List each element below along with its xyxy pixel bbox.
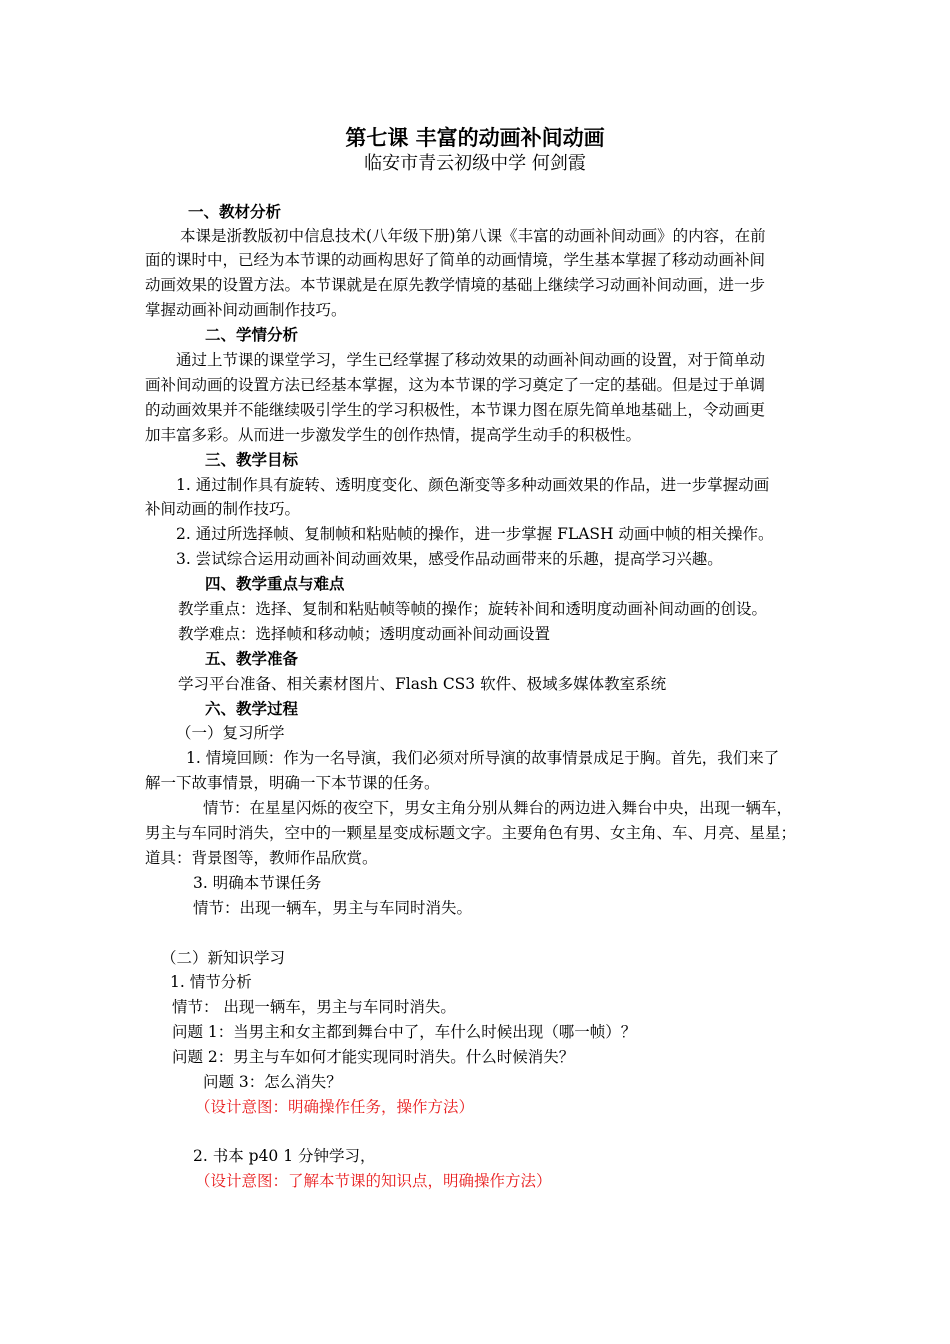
design-intent-note: （设计意图：了解本节课的知识点，明确操作方法）	[195, 1172, 552, 1190]
section-heading-process: 六、教学过程	[205, 699, 299, 718]
paragraph-line: 男主与车同时消失，空中的一颗星星变成标题文字。主要角色有男、女主角、车、月亮、星星；	[145, 824, 797, 842]
question-line: 问题 1：当男主和女主都到舞台中了，车什么时候出现（哪一帧）？	[172, 1023, 637, 1041]
paragraph-line: 情节： 出现一辆车，男主与车同时消失。	[172, 998, 456, 1016]
preparation-line: 学习平台准备、相关素材图片、Flash CS3 软件、极域多媒体教室系统	[178, 675, 667, 693]
objective-item: 2. 通过所选择帧、复制帧和粘贴帧的操作，进一步掌握 FLASH 动画中帧的相关操作。	[176, 525, 774, 543]
design-intent-note: （设计意图：明确操作任务，操作方法）	[195, 1098, 475, 1116]
paragraph-line: 解一下故事情景，明确一下本节课的任务。	[145, 774, 440, 792]
paragraph-line: 情节：出现一辆车，男主与车同时消失。	[193, 899, 473, 917]
subsection-label-new-knowledge: （二）新知识学习	[161, 949, 286, 967]
paragraph-line: 画补间动画的设置方法已经基本掌握，这为本节课的学习奠定了一定的基础。但是过于单调	[145, 376, 766, 394]
paragraph-line: 面的课时中，已经为本节课的动画构思好了简单的动画情境，学生基本掌握了移动动画补间	[145, 251, 766, 269]
key-point-line: 教学重点：选择、复制和粘贴帧等帧的操作；旋转补间和透明度动画补间动画的创设。	[178, 600, 768, 618]
paragraph-line: 的动画效果并不能继续吸引学生的学习积极性，本节课力图在原先简单地基础上，令动画更	[145, 401, 766, 419]
paragraph-line: 掌握动画补间动画制作技巧。	[145, 301, 347, 319]
section-heading-objectives: 三、教学目标	[205, 450, 299, 469]
author-line: 临安市青云初级中学 何剑霞	[364, 153, 586, 174]
lesson-title: 第七课 丰富的动画补间动画	[345, 125, 605, 150]
section-heading-preparation: 五、教学准备	[205, 649, 299, 668]
section-heading-materials: 一、教材分析	[188, 202, 282, 221]
question-line: 问题 3：怎么消失？	[203, 1073, 342, 1091]
question-line: 问题 2：男主与车如何才能实现同时消失。什么时候消失？	[172, 1048, 575, 1066]
paragraph-line: 1. 情节分析	[170, 973, 252, 991]
objective-item: 3. 尝试综合运用动画补间动画效果，感受作品动画带来的乐趣，提高学习兴趣。	[176, 550, 723, 568]
paragraph-line: 动画效果的设置方法。本节课就是在原先教学情境的基础上继续学习动画补间动画，进一步	[145, 276, 766, 294]
paragraph-line: 补间动画的制作技巧。	[145, 500, 301, 518]
paragraph-line: 本课是浙教版初中信息技术(八年级下册)第八课《丰富的动画补间动画》的内容，在前	[180, 227, 766, 245]
paragraph-line: 情节：在星星闪烁的夜空下，男女主角分别从舞台的两边进入舞台中央，出现一辆车，	[203, 799, 793, 817]
paragraph-line: 通过上节课的课堂学习，学生已经掌握了移动效果的动画补间动画的设置，对于简单动	[176, 351, 766, 369]
paragraph-line: 2. 书本 p40 1 分钟学习，	[193, 1147, 376, 1165]
paragraph-line: 加丰富多彩。从而进一步激发学生的创作热情，提高学生动手的积极性。	[145, 426, 642, 444]
subsection-label-review: （一）复习所学	[176, 724, 285, 742]
task-heading: 3. 明确本节课任务	[193, 874, 322, 892]
section-heading-key-points: 四、教学重点与难点	[205, 574, 345, 593]
section-heading-students: 二、学情分析	[205, 325, 299, 344]
paragraph-line: 1. 情境回顾：作为一名导演，我们必须对所导演的故事情景成足于胸。首先，我们来了	[186, 749, 780, 767]
difficulty-line: 教学难点：选择帧和移动帧；透明度动画补间动画设置	[178, 625, 551, 643]
paragraph-line: 道具：背景图等，教师作品欣赏。	[145, 849, 378, 867]
objective-item: 1. 通过制作具有旋转、透明度变化、颜色渐变等多种动画效果的作品，进一步掌握动画	[176, 476, 770, 494]
